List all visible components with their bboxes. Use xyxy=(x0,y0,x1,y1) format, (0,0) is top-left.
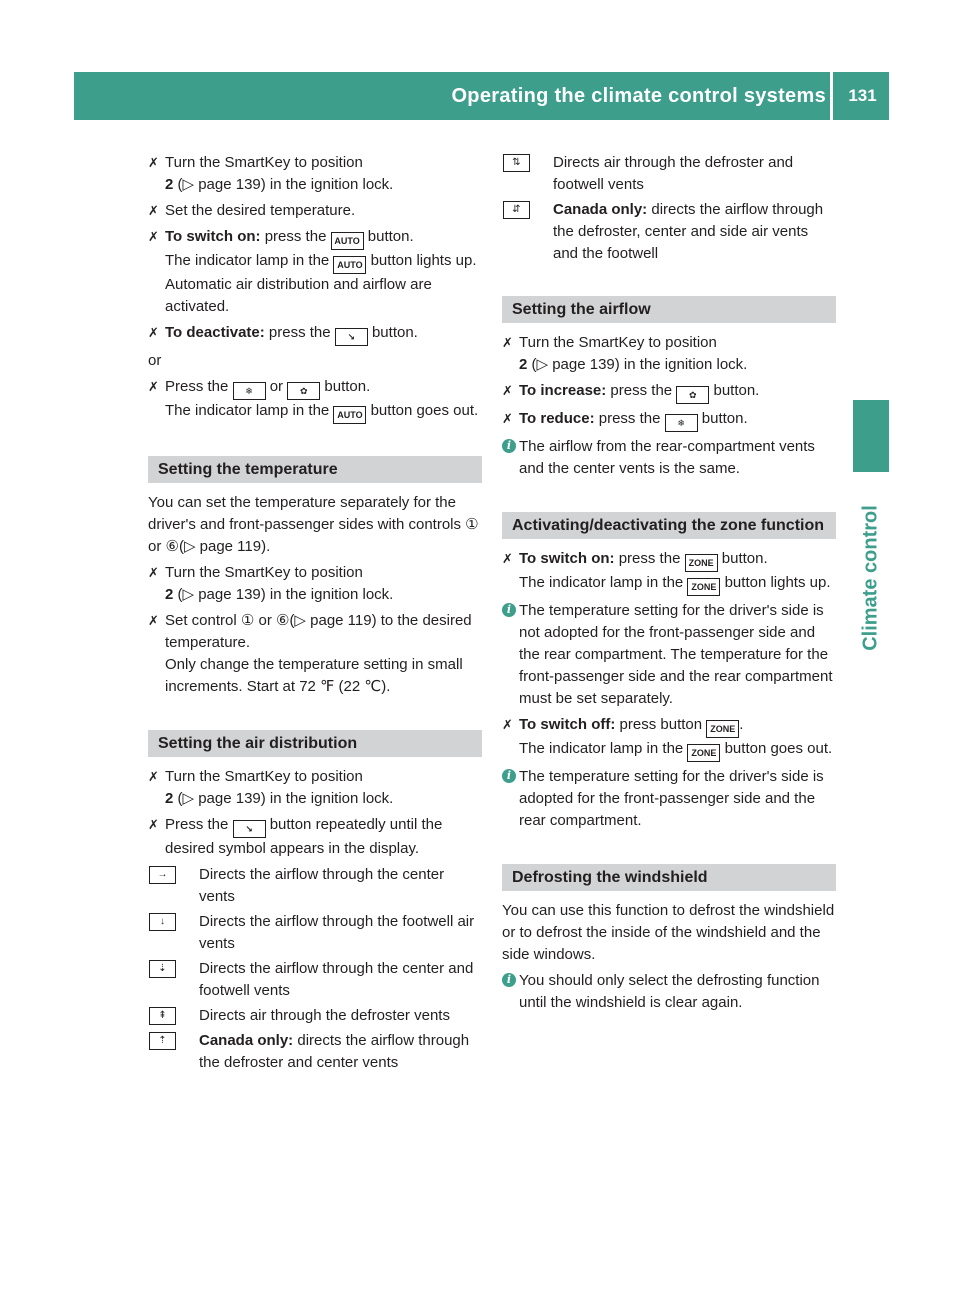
step-icon: ✗ xyxy=(502,717,513,732)
auto-button-icon: AUTO xyxy=(333,256,366,274)
step-press-distribution: ✗ Press the ↘ button repeatedly until the desired symbol appears in the display. xyxy=(148,816,443,857)
info-icon: i xyxy=(502,769,516,783)
zone-button-icon: ZONE xyxy=(687,744,720,762)
step-reduce: ✗ To reduce: press the ❄ button. xyxy=(502,408,836,432)
step-deactivate: ✗ To deactivate: press the ↘ button. xyxy=(148,322,482,346)
fan-high-button-icon: ✿ xyxy=(287,382,320,400)
step-icon: ✗ xyxy=(148,229,159,244)
info-icon: i xyxy=(502,973,516,987)
right-column xyxy=(502,152,836,1018)
info-icon: i xyxy=(502,439,516,453)
center-vents-icon: → xyxy=(149,866,176,884)
fan-low-button-icon: ❄ xyxy=(665,414,698,432)
defrost-paragraph: You can use this function to defrost the windshield or to defrost the inside of the windshield and the side windows. xyxy=(502,902,835,963)
info-icon: i xyxy=(502,603,516,617)
step-icon: ✗ xyxy=(148,155,159,170)
step-icon: ✗ xyxy=(148,325,159,340)
center-footwell-vents-icon: ⇣ xyxy=(149,960,176,978)
step-turn-key: ✗ Turn the SmartKey to position 2 (▷ page 139) in the ignition lock. xyxy=(148,154,394,193)
air-distribution-button-icon: ↘ xyxy=(335,328,368,346)
page-header xyxy=(74,72,889,120)
page-title: Operating the climate control systems xyxy=(451,85,826,107)
step-icon: ✗ xyxy=(148,379,159,394)
or-text: or xyxy=(148,352,162,369)
heading-airflow: Setting the airflow xyxy=(502,296,836,323)
step-turn-key-4: ✗ Turn the SmartKey to position 2 (▷ page 139) in the ignition lock. xyxy=(502,334,748,373)
zone-button-icon: ZONE xyxy=(687,578,720,596)
temperature-paragraph: You can set the temperature separately for the driver's and front-passenger sides with controls ① or ⑥(▷ page 119). xyxy=(148,494,479,555)
symbol-row: ⇵ Canada only: directs the airflow through the defroster, center and side air vents and the footwell xyxy=(502,199,836,265)
symbol-row: ⇣ Directs the airflow through the center and footwell vents xyxy=(148,958,482,1002)
all-vents-icon: ⇵ xyxy=(503,201,530,219)
symbol-row: ⇅ Directs air through the defroster and footwell vents xyxy=(502,152,836,196)
heading-zone: Activating/deactivating the zone function xyxy=(502,512,836,539)
step-switch-on: ✗ To switch on: press the AUTO button. The indicator lamp in the AUTO button lights up. Automatic air distribution and airflow are activated. xyxy=(148,228,477,315)
step-turn-key-3: ✗ Turn the SmartKey to position 2 (▷ page 139) in the ignition lock. xyxy=(148,768,394,807)
auto-button-icon: AUTO xyxy=(331,232,364,250)
defroster-center-vents-icon: ⇡ xyxy=(149,1032,176,1050)
side-tab-marker xyxy=(853,400,889,472)
heading-air-distribution: Setting the air distribution xyxy=(148,730,482,757)
info-note-airflow: i The airflow from the rear-compartment vents and the center vents is the same. xyxy=(502,436,836,480)
step-zone-on: ✗ To switch on: press the ZONE button. The indicator lamp in the ZONE button lights up. xyxy=(502,548,836,596)
step-set-temperature: ✗ Set the desired temperature. xyxy=(148,200,482,222)
step-icon: ✗ xyxy=(148,565,159,580)
symbol-row: ⇡ Canada only: directs the airflow through the defroster and center vents xyxy=(148,1030,482,1074)
step-icon: ✗ xyxy=(502,411,513,426)
step-press-fan: ✗ Press the ❄ or ✿ button. The indicator lamp in the AUTO button goes out. xyxy=(148,376,482,424)
footwell-vents-icon: ↓ xyxy=(149,913,176,931)
defroster-vents-icon: ⇞ xyxy=(149,1007,176,1025)
step-zone-off: ✗ To switch off: press button ZONE . The indicator lamp in the ZONE button goes out. xyxy=(502,714,836,762)
step-icon: ✗ xyxy=(148,817,159,832)
symbol-row: ↓ Directs the airflow through the footwell air vents xyxy=(148,911,482,955)
side-tab xyxy=(853,478,889,678)
defroster-footwell-vents-icon: ⇅ xyxy=(503,154,530,172)
zone-button-icon: ZONE xyxy=(685,554,718,572)
step-icon: ✗ xyxy=(148,203,159,218)
auto-button-icon: AUTO xyxy=(333,406,366,424)
air-distribution-button-icon: ↘ xyxy=(233,820,266,838)
zone-button-icon: ZONE xyxy=(706,720,739,738)
fan-low-button-icon: ❄ xyxy=(233,382,266,400)
symbol-row: → Directs the airflow through the center vents xyxy=(148,864,482,908)
step-set-control: ✗ Set control ① or ⑥(▷ page 119) to the desired temperature. Only change the temperature setting in small increments. Start at 72 ℉ (22 ℃). xyxy=(148,612,472,695)
heading-temperature: Setting the temperature xyxy=(148,456,482,483)
info-note-defrost: i You should only select the defrosting function until the windshield is clear again. xyxy=(502,970,836,1014)
step-icon: ✗ xyxy=(502,335,513,350)
step-increase: ✗ To increase: press the ✿ button. xyxy=(502,380,836,404)
header-divider xyxy=(830,72,833,120)
side-tab-label: Climate control xyxy=(859,505,882,651)
step-icon: ✗ xyxy=(148,769,159,784)
step-icon: ✗ xyxy=(502,383,513,398)
step-icon: ✗ xyxy=(148,613,159,628)
step-turn-key-2: ✗ Turn the SmartKey to position 2 (▷ page 139) in the ignition lock. xyxy=(148,564,394,603)
symbol-row: ⇞ Directs air through the defroster vents xyxy=(148,1005,482,1027)
fan-high-button-icon: ✿ xyxy=(676,386,709,404)
heading-defrost: Defrosting the windshield xyxy=(502,864,836,891)
info-note-zone-on: i The temperature setting for the driver's side is not adopted for the front-passenger side and the rear compartment. The temperature for the front-passenger side and the rear compartment must be set separately. xyxy=(502,600,836,710)
info-note-zone-off: i The temperature setting for the driver's side is adopted for the front-passenger side and the rear compartment. xyxy=(502,766,836,832)
step-icon: ✗ xyxy=(502,551,513,566)
page-number: 131 xyxy=(848,86,877,105)
left-column xyxy=(148,152,482,1077)
